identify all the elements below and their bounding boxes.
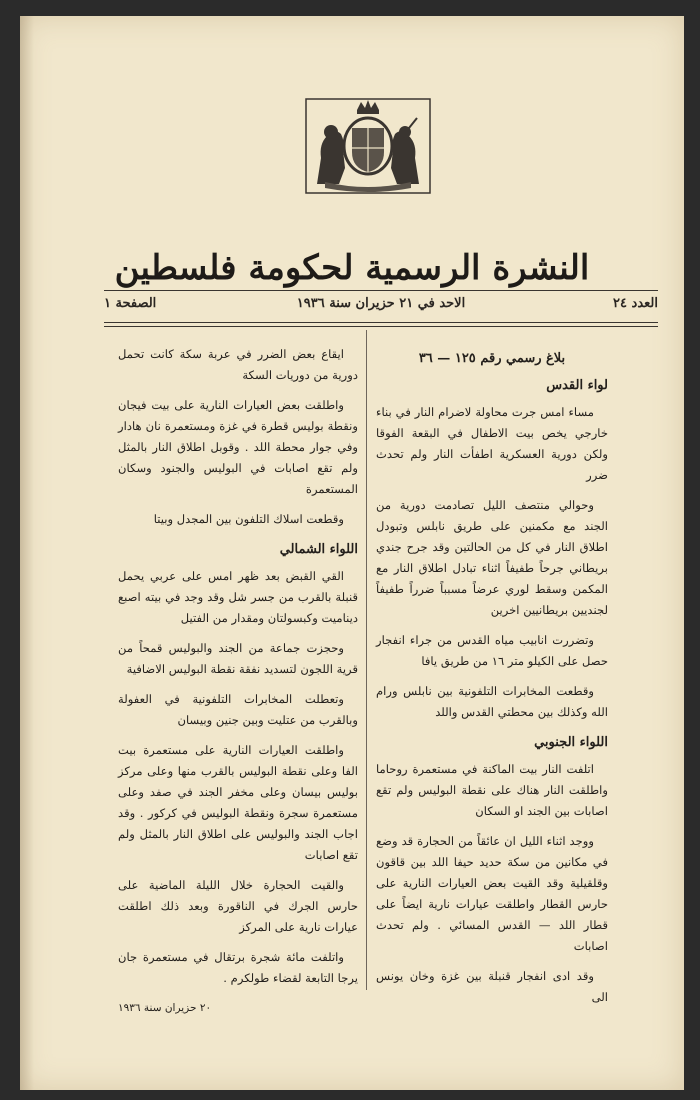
page-number: الصفحة ١ — [104, 296, 157, 311]
bulletin-number: بلاغ رسمي رقم ١٢٥ — ٣٦ — [418, 351, 566, 366]
section-heading-jerusalem: لواء القدس — [546, 378, 608, 393]
issue-meta-row — [104, 296, 658, 318]
paragraph: وقد ادى انفجار قنبلة بين غزة وخان يونس الى — [376, 969, 608, 1004]
paragraph: وتعطلت المخابرات التلفونية في العفولة وبالقرب من عتليت وبين جنين وبيسان — [118, 692, 358, 727]
header-top-rule — [104, 290, 658, 291]
header-bottom-rule-double — [104, 326, 658, 327]
paragraph: وقطعت اسلاك التلفون بين المجدل وبيتا — [153, 512, 344, 526]
paragraph: واتلفت مائة شجرة برتقال في مستعمرة جان يرجا التابعة لقضاء طولكرم . — [118, 950, 358, 985]
right-column — [376, 348, 608, 1017]
section-heading-northern: اللواء الشمالي — [279, 542, 358, 557]
gazette-title: النشرة الرسمية لحكومة فلسطين — [114, 248, 590, 288]
paragraph: ايقاع بعض الضرر في عربة سكة كانت تحمل دورية من دوريات السكة — [118, 347, 358, 382]
paragraph: مساء امس جرت محاولة لاضرام النار في بناء خارجي يخص بيت الاطفال في البقعة الفوقا ولكن دورية العسكرية اطفأت النار ولم تحدث ضرر — [376, 405, 608, 482]
paragraph: واطلقت العيارات النارية على مستعمرة بيت الفا وعلى نقطة البوليس بالقرب منها وعلى مركز بوليس بيسان وعلى مخفر الجند في صفد وعلى مستعمرة سجرة ونقطة البوليس في كركور . وقد اجاب الجند والبوليس على اطلاق النار بالمثل ولم تقع اصابات — [118, 743, 358, 862]
column-divider — [366, 330, 367, 990]
closing-date: ٢٠ حزيران سنة ١٩٣٦ — [118, 1002, 212, 1014]
issue-number: العدد ٢٤ — [613, 296, 658, 311]
section-heading-southern: اللواء الجنوبي — [534, 735, 608, 750]
header-bottom-rule — [104, 322, 658, 323]
paragraph: وحوالي منتصف الليل تصادمت دورية من الجند مع مكمنين على طريق نابلس وتبودل اطلاق النار في كل من الحالتين وقد جرح جندي بريطاني جرحاً طفيفاً اثناء تبادل اطلاق النار مع المكمن وسقط لوري عرضاً مسبباً ضرراً طفيفاً لجنديين بريطانيين اخرين — [376, 498, 608, 617]
paragraph: واطلقت بعض العيارات النارية على بيت فيجان ونقطة بوليس قطرة في غزة ومستعمرة نان هادار وفي جوار محطة اللد . وقوبل اطلاق النار بالمثل ولم تقع اصابات في البوليس والجنود وسكان المستعمرة — [118, 398, 358, 496]
issue-date: الاحد في ٢١ حزيران سنة ١٩٣٦ — [296, 296, 466, 311]
paragraph: ووجد اثناء الليل ان عائقاً من الحجارة قد وضع في مكانين من سكة حديد حيفا اللد بين قاقون وقلقيلية وقد القيت بعض العيارات النارية على حارس القطار واطلقت عيارات نارية ايضاً على قطار اللد — القدس المسائي . ولم تحدث اصابات — [376, 834, 608, 953]
paragraph: وتضررت انابيب مياه القدس من جراء انفجار حصل على الكيلو متر ١٦ من طريق يافا — [376, 633, 608, 668]
paragraph: وحجزت جماعة من الجند والبوليس قمحاً من قرية اللجون لتسديد نفقة نقطة البوليس الاضافية — [118, 641, 358, 676]
paragraph: القي القبض بعد ظهر امس على عربي يحمل قنبلة بالقرب من جسر شل وقد وجد في بيته اصبع ديناميت وكبسولتان ومقدار من الفتيل — [118, 569, 358, 625]
paragraph: والقيت الحجارة خلال الليلة الماضية على حارس الجرك في الناقورة وبعد ذلك اطلقت عيارات نارية على المركز — [118, 878, 358, 934]
paragraph: اتلفت النار بيت الماكنة في مستعمرة روحاما واطلقت النار هناك على نقطة البوليس ولم تقع اصابات بين الجند او السكان — [376, 762, 608, 818]
royal-coat-of-arms-icon — [305, 98, 431, 194]
paragraph: وقطعت المخابرات التلفونية بين نابلس ورام الله وكذلك بين محطتي القدس واللد — [376, 684, 608, 719]
left-column — [118, 344, 358, 1028]
